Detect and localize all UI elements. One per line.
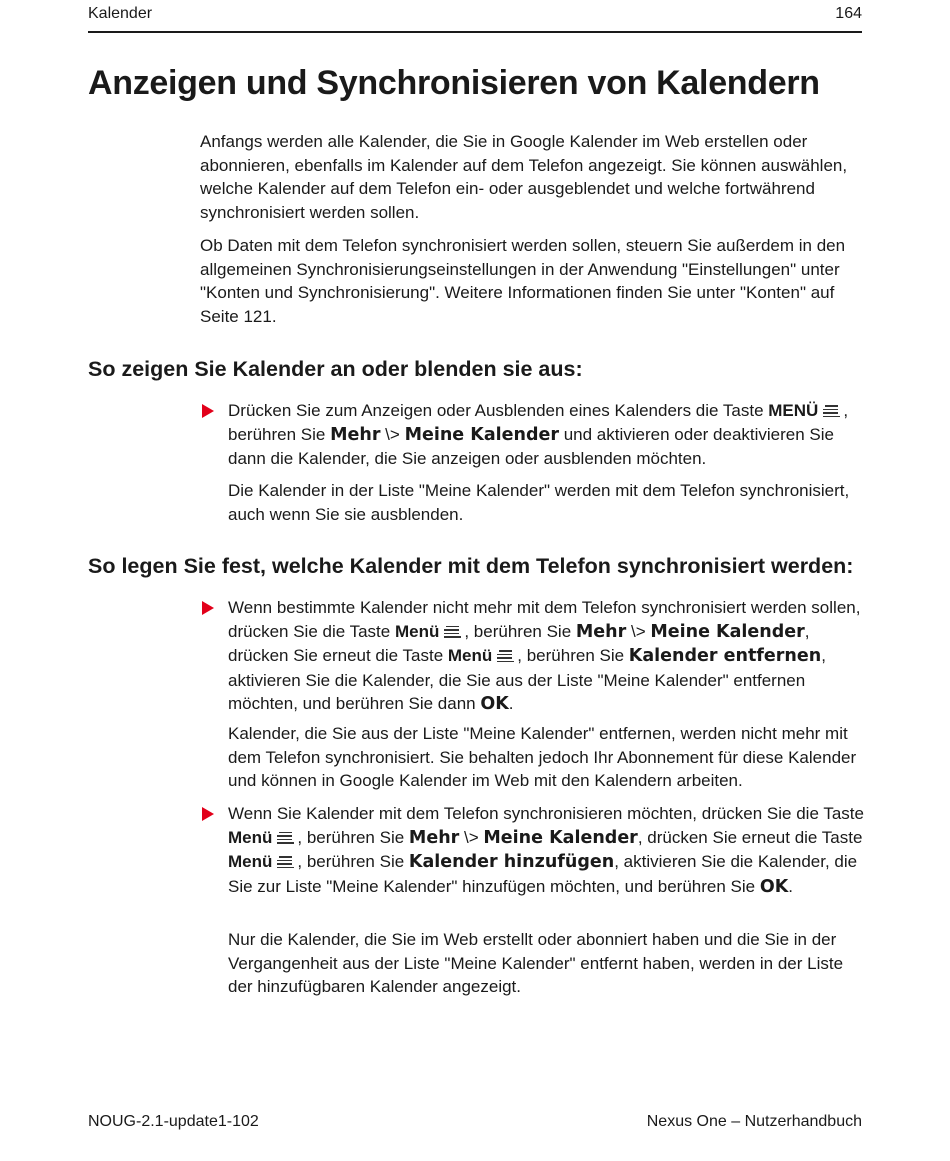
key-menu-label: Menü xyxy=(228,852,273,871)
page-number: 164 xyxy=(835,5,862,22)
cmd-ok: OK xyxy=(480,694,509,714)
menu-key-icon xyxy=(444,625,461,639)
cmd-meine-kalender: Meine Kalender xyxy=(404,424,559,445)
step-add-calendars: Wenn Sie Kalender mit dem Telefon synchronisieren möchten, drücken Sie die Taste Menü , berühren Sie Mehr \> Meine Kalender, drücken Sie erneut die Taste Menü , berühren Sie Kalender hinzufügen, aktivieren Sie die Kalender, die Sie zur Liste "Meine Kalender" hinzufügen möchten, und berühren Sie OK. xyxy=(228,804,864,897)
chapter-name: Kalender xyxy=(88,5,153,22)
cmd-mehr: Mehr xyxy=(330,424,381,445)
triangle-bullet-icon xyxy=(202,601,214,615)
cmd-mehr: Mehr xyxy=(575,621,627,642)
page-title: Anzeigen und Synchronisieren von Kalendern xyxy=(88,64,820,102)
section-heading-show-hide: So zeigen Sie Kalender an oder blenden sie aus: xyxy=(88,357,583,381)
step-remove-calendars: Wenn bestimmte Kalender nicht mehr mit dem Telefon synchronisiert werden sollen, drücken Sie die Taste Menü , berühren Sie Mehr \> Meine Kalender, drücken Sie erneut die Taste Menü , berühren Sie Kalender entfernen, aktivieren Sie die Kalender, die Sie aus der Liste "Meine Kalender" entfernen möchten, und berühren Sie dann OK. xyxy=(228,598,861,714)
section-heading-sync: So legen Sie fest, welche Kalender mit dem Telefon synchronisiert werden: xyxy=(88,554,854,578)
note-show-hide: Die Kalender in der Liste "Meine Kalender" werden mit dem Telefon synchronisiert, auch wenn Sie sie ausblenden. xyxy=(228,481,850,524)
note-add-calendars: Nur die Kalender, die Sie im Web erstellt oder abonniert haben und die Sie in der Vergangenheit aus der Liste "Meine Kalender" entfernt haben, werden in der Liste der hinzufügbaren Kalender angezeigt. xyxy=(228,930,844,996)
menu-key-icon xyxy=(823,404,840,418)
step-show-hide: Drücken Sie zum Anzeigen oder Ausblenden eines Kalenders die Taste MENÜ , berühren Sie Mehr \> Meine Kalender und aktivieren oder deaktivieren Sie dann die Kalender, die Sie anzeigen oder ausblenden möchten. xyxy=(228,401,849,468)
triangle-bullet-icon xyxy=(202,807,214,821)
note-remove-calendars: Kalender, die Sie aus der Liste "Meine Kalender" entfernen, werden nicht mehr mit dem Telefon synchronisiert. Sie behalten jedoch Ihr Abonnement für diese Kalender und können in Google Kalender im Web mit den Kalendern arbeiten. xyxy=(228,724,857,790)
intro-paragraph-2: Ob Daten mit dem Telefon synchronisiert werden sollen, steuern Sie außerdem in den allgemeinen Synchronisierungseinstellungen in der Anwendung "Einstellungen" unter "Konten und Synchronisierung". Weitere Informationen finden Sie unter "Konten" auf Seite 121. xyxy=(200,236,846,326)
cmd-meine-kalender: Meine Kalender xyxy=(483,827,638,848)
key-menu-label: MENÜ xyxy=(768,401,819,420)
key-menu-label: Menü xyxy=(447,646,493,665)
menu-key-icon xyxy=(277,855,294,869)
menu-key-icon xyxy=(497,649,514,663)
triangle-bullet-icon xyxy=(202,404,214,418)
cmd-kalender-entfernen: Kalender entfernen xyxy=(628,646,822,666)
key-menu-label: Menü xyxy=(228,827,273,847)
cmd-mehr: Mehr xyxy=(408,827,460,848)
key-menu-label: Menü xyxy=(394,621,440,641)
cmd-ok: OK xyxy=(759,876,789,897)
intro-paragraph-1: Anfangs werden alle Kalender, die Sie in Google Kalender im Web erstellen oder abonnieren, ebenfalls im Kalender auf dem Telefon angezeigt. Sie können auswählen, welche Kalender auf dem Telefon ein- oder ausgeblendet und welche fortwährend synchronisiert werden sollen. xyxy=(200,132,848,222)
menu-key-icon xyxy=(277,831,294,845)
footer-manual-title: Nexus One – Nutzerhandbuch xyxy=(646,1113,862,1130)
cmd-meine-kalender: Meine Kalender xyxy=(650,621,805,642)
footer-doc-id: NOUG-2.1-update1-102 xyxy=(88,1113,259,1130)
cmd-kalender-hinzufuegen: Kalender hinzufügen xyxy=(408,852,615,872)
running-header xyxy=(88,5,862,33)
